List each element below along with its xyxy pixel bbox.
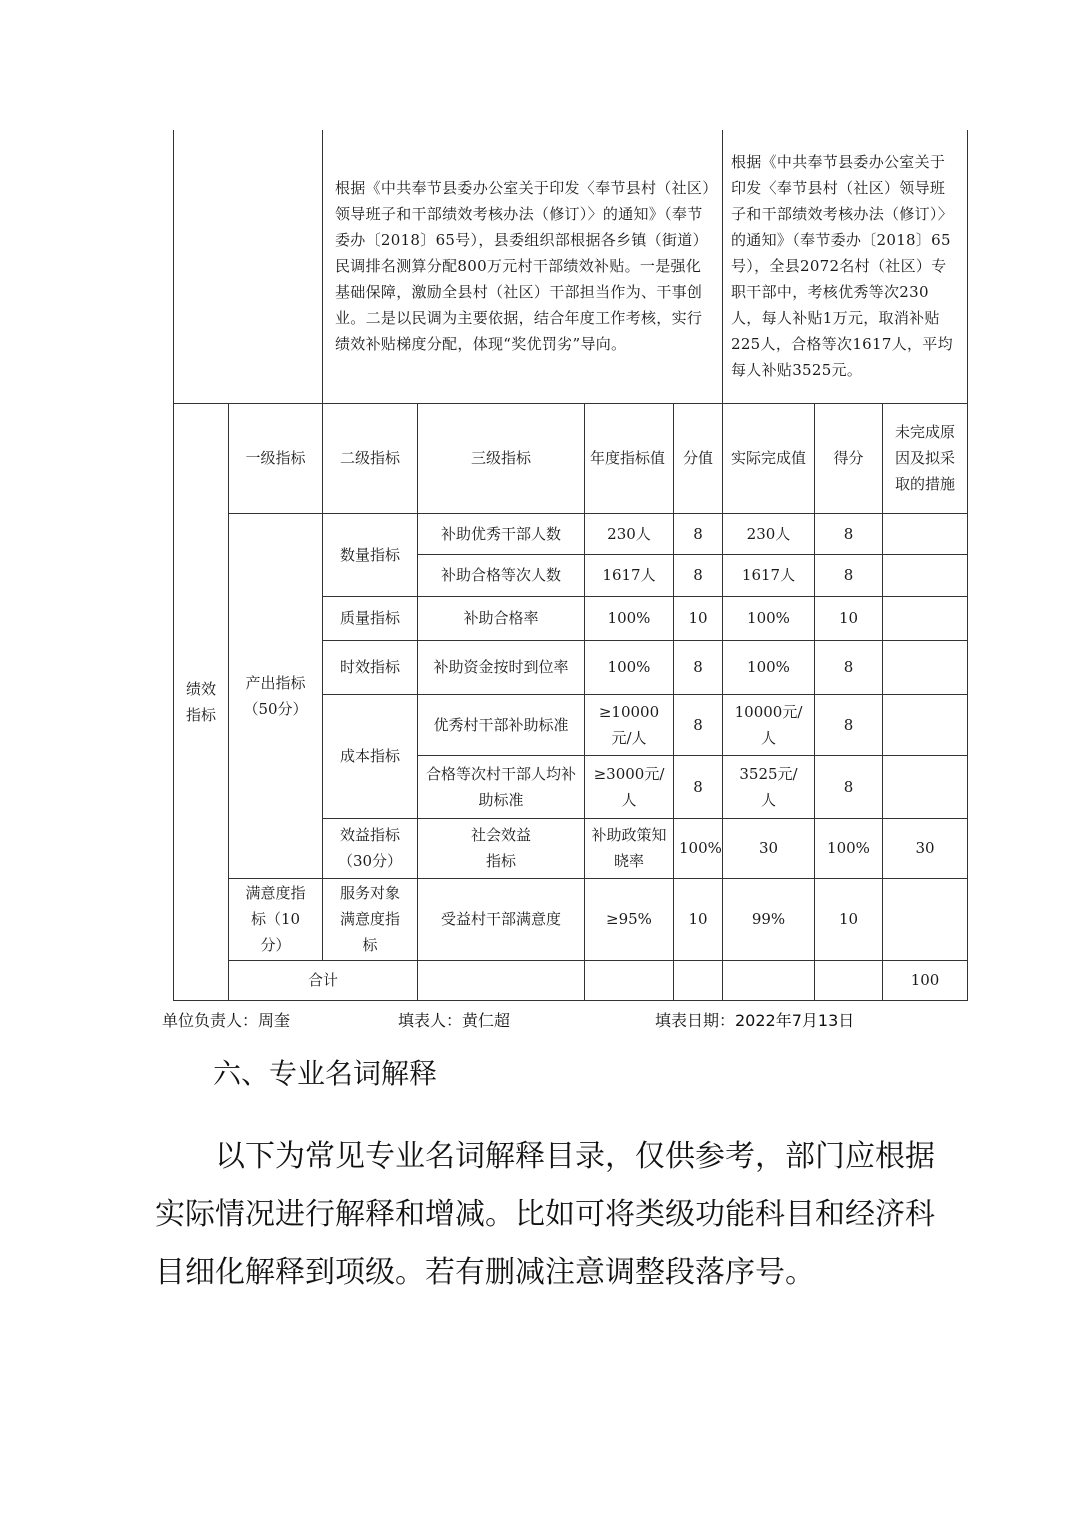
table-row	[174, 878, 968, 960]
header-level3: 三级指标	[418, 403, 585, 513]
score-value: 8	[674, 755, 723, 818]
empty-cell	[815, 960, 883, 1000]
timeliness-level2: 时效指标	[323, 640, 418, 694]
service-level2: 服务对象满意度指标	[323, 878, 418, 960]
reason	[883, 513, 968, 554]
header-row	[174, 403, 968, 513]
table-filler: 填表人：黄仁超	[398, 1011, 511, 1030]
target: ≥95%	[585, 878, 674, 960]
empty-cell	[723, 960, 815, 1000]
target: 1617人	[585, 554, 674, 596]
actual: 100%	[723, 640, 815, 694]
target: 100%	[585, 596, 674, 640]
reason	[883, 694, 968, 755]
actual: 100%	[723, 596, 815, 640]
description-row	[174, 130, 968, 403]
header-reason: 未完成原因及拟采取的措施	[883, 403, 968, 513]
score: 30	[883, 818, 968, 878]
performance-table	[173, 130, 967, 1000]
social-level2: 社会效益指标	[418, 818, 585, 878]
header-target: 年度指标值	[585, 403, 674, 513]
output-level1: 产出指标（50分）	[229, 513, 323, 878]
fill-date: 填表日期：2022年7月13日	[655, 1011, 855, 1030]
satisfaction-level1: 满意度指标（10分）	[229, 878, 323, 960]
header-score: 得分	[815, 403, 883, 513]
score: 8	[815, 513, 883, 554]
target: 100%	[674, 818, 723, 878]
actual: 230人	[723, 513, 815, 554]
actual: 100%	[815, 818, 883, 878]
description-right: 根据《中共奉节县委办公室关于印发〈奉节县村（社区）领导班子和干部绩效考核办法（修订）〉的通知》（奉节委办〔2018〕65号），全县2072名村（社区）专职干部中，考核优秀等次230人，每人补贴1万元，取消补贴225人，合格等次1617人，平均每人补贴3525元。	[723, 130, 968, 403]
actual: 3525元/人	[723, 755, 815, 818]
indicator: 优秀村干部补助标准	[418, 694, 585, 755]
cost-level2: 成本指标	[323, 694, 418, 818]
description-left: 根据《中共奉节县委办公室关于印发〈奉节县村（社区）领导班子和干部绩效考核办法（修订）〉的通知》（奉节委办〔2018〕65号），县委组织部根据各乡镇（街道）民调排名测算分配800万元村干部绩效补贴。一是强化基础保障，激励全县村（社区）干部担当作为、干事创业。二是以民调为主要依据，结合年度工作考核，实行绩效补贴梯度分配，体现“奖优罚劣”导向。	[323, 130, 723, 403]
header-level1: 一级指标	[229, 403, 323, 513]
empty-cell	[585, 960, 674, 1000]
score: 8	[815, 554, 883, 596]
score-value: 8	[674, 554, 723, 596]
actual: 99%	[723, 878, 815, 960]
score-value: 8	[674, 640, 723, 694]
target: 230人	[585, 513, 674, 554]
quantity-level2: 数量指标	[323, 513, 418, 596]
indicator: 补助政策知晓率	[585, 818, 674, 878]
score: 8	[815, 694, 883, 755]
score-value: 8	[674, 694, 723, 755]
reason	[883, 554, 968, 596]
indicator: 补助资金按时到位率	[418, 640, 585, 694]
target: ≥10000元/人	[585, 694, 674, 755]
score: 8	[815, 640, 883, 694]
benefit-level1: 效益指标（30分）	[323, 818, 418, 878]
indicator: 合格等次村干部人均补助标准	[418, 755, 585, 818]
indicator: 补助合格等次人数	[418, 554, 585, 596]
total-score: 100	[883, 960, 968, 1000]
score: 10	[815, 878, 883, 960]
actual: 1617人	[723, 554, 815, 596]
header-actual: 实际完成值	[723, 403, 815, 513]
unit-head: 单位负责人：周奎	[162, 1011, 291, 1030]
empty-cell	[418, 960, 585, 1000]
indicator: 补助优秀干部人数	[418, 513, 585, 554]
indicator: 受益村干部满意度	[418, 878, 585, 960]
section-label: 绩效 指标	[174, 403, 229, 1000]
table-footer	[0, 1008, 1075, 1034]
target: 100%	[585, 640, 674, 694]
reason	[883, 878, 968, 960]
total-label: 合计	[229, 960, 418, 1000]
score: 10	[815, 596, 883, 640]
header-level2: 二级指标	[323, 403, 418, 513]
score-value: 8	[674, 513, 723, 554]
score-value: 30	[723, 818, 815, 878]
total-row	[174, 960, 968, 1000]
blank-cell	[174, 130, 323, 403]
actual: 10000元/人	[723, 694, 815, 755]
reason	[883, 755, 968, 818]
indicator: 补助合格率	[418, 596, 585, 640]
body-paragraph: 以下为常见专业名词解释目录，仅供参考，部门应根据实际情况进行解释和增减。比如可将类级功能科目和经济科目细化解释到项级。若有删减注意调整段落序号。	[155, 1139, 935, 1290]
reason	[883, 596, 968, 640]
header-score-value: 分值	[674, 403, 723, 513]
target: ≥3000元/人	[585, 755, 674, 818]
score-value: 10	[674, 596, 723, 640]
score: 8	[815, 755, 883, 818]
section-heading: 六、专业名词解释	[213, 1057, 438, 1090]
empty-cell	[674, 960, 723, 1000]
score-value: 10	[674, 878, 723, 960]
reason	[883, 640, 968, 694]
table-row	[174, 513, 968, 554]
quality-level2: 质量指标	[323, 596, 418, 640]
